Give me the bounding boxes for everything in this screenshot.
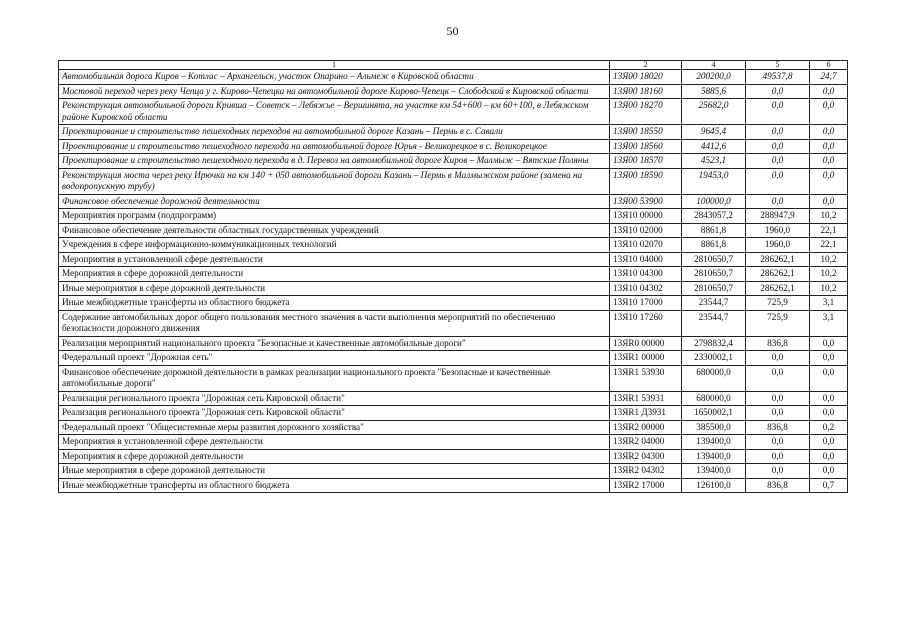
row-name-cell: Реализация регионального проекта "Дорожная сеть Кировской области" [59, 406, 610, 421]
row-value-col6: 10,2 [810, 252, 848, 267]
table-row [59, 139, 848, 154]
table-row [59, 296, 848, 311]
row-value-col5: 0,0 [746, 125, 810, 140]
row-name-cell: Реализация мероприятий национального проекта "Безопасные и качественные автомобильные дороги" [59, 336, 610, 351]
table-row [59, 209, 848, 224]
column-header-6: 6 [810, 61, 848, 70]
row-code-cell: 13Я00 18160 [610, 84, 682, 99]
row-name-cell: Иные мероприятия в сфере дорожной деятельности [59, 281, 610, 296]
row-value-col5: 725,9 [746, 296, 810, 311]
column-header-1: 1 [59, 61, 610, 70]
row-code-cell: 13ЯR2 04000 [610, 435, 682, 450]
row-value-col6: 0,0 [810, 464, 848, 479]
row-value-col6: 22,1 [810, 223, 848, 238]
row-value-col5: 286262,1 [746, 267, 810, 282]
row-name-cell: Иные межбюджетные трансферты из областного бюджета [59, 296, 610, 311]
row-code-cell: 13Я10 04000 [610, 252, 682, 267]
row-value-col5: 836,8 [746, 420, 810, 435]
row-code-cell: 13ЯR2 00000 [610, 420, 682, 435]
row-code-cell: 13Я00 18560 [610, 139, 682, 154]
row-value-col5: 288947,9 [746, 209, 810, 224]
row-value-col6: 0,0 [810, 449, 848, 464]
row-name-cell: Иные мероприятия в сфере дорожной деятельности [59, 464, 610, 479]
row-name-cell: Проектирование и строительство пешеходных переходов на автомобильной дороге Казань – Пермь в с. Савали [59, 125, 610, 140]
row-value-col4: 2810650,7 [682, 252, 746, 267]
row-name-cell: Проектирование и строительство пешеходного перехода на автомобильной дороге Юрья - Великорецкое в с. Великорецкое [59, 139, 610, 154]
row-value-col4: 5885,6 [682, 84, 746, 99]
row-value-col5: 0,0 [746, 449, 810, 464]
budget-table [58, 60, 848, 493]
row-value-col4: 139400,0 [682, 449, 746, 464]
row-value-col5: 0,0 [746, 99, 810, 125]
table-row [59, 365, 848, 391]
row-code-cell: 13ЯR1 53931 [610, 391, 682, 406]
row-value-col6: 0,0 [810, 365, 848, 391]
row-name-cell: Мероприятия в сфере дорожной деятельности [59, 449, 610, 464]
table-row [59, 435, 848, 450]
row-value-col6: 0,0 [810, 351, 848, 366]
row-name-cell: Мероприятия в установленной сфере деятельности [59, 435, 610, 450]
row-code-cell: 13Я10 02070 [610, 238, 682, 253]
row-name-cell: Федеральный проект "Общесистемные меры развития дорожного хозяйства" [59, 420, 610, 435]
row-value-col4: 23544,7 [682, 296, 746, 311]
row-value-col4: 1650002,1 [682, 406, 746, 421]
table-row [59, 125, 848, 140]
row-code-cell: 13Я00 18020 [610, 70, 682, 85]
row-name-cell: Иные межбюджетные трансферты из областного бюджета [59, 478, 610, 493]
row-name-cell: Реализация регионального проекта "Дорожная сеть Кировской области" [59, 391, 610, 406]
row-value-col6: 22,1 [810, 238, 848, 253]
row-value-col6: 0,2 [810, 420, 848, 435]
table-body [59, 70, 848, 493]
row-code-cell: 13ЯR2 04300 [610, 449, 682, 464]
row-name-cell: Реконструкция моста через реку Ирючка на км 140 + 050 автомобильной дороги Казань – Пермь в Малмыжском районе (замена на водопропускную трубу) [59, 168, 610, 194]
column-header-2: 2 [610, 61, 682, 70]
row-value-col5: 0,0 [746, 391, 810, 406]
row-value-col4: 4523,1 [682, 154, 746, 169]
row-name-cell: Финансовое обеспечение деятельности областных государственных учреждений [59, 223, 610, 238]
row-value-col6: 3,1 [810, 296, 848, 311]
row-value-col4: 25682,0 [682, 99, 746, 125]
row-code-cell: 13Я00 18550 [610, 125, 682, 140]
column-header-4: 4 [682, 61, 746, 70]
row-value-col5: 0,0 [746, 194, 810, 209]
row-value-col6: 10,2 [810, 209, 848, 224]
row-value-col4: 139400,0 [682, 464, 746, 479]
row-value-col5: 1960,0 [746, 223, 810, 238]
row-code-cell: 13Я00 53900 [610, 194, 682, 209]
row-value-col6: 0,0 [810, 125, 848, 140]
row-name-cell: Мероприятия в сфере дорожной деятельности [59, 267, 610, 282]
row-value-col5: 0,0 [746, 154, 810, 169]
row-value-col5: 286262,1 [746, 252, 810, 267]
row-name-cell: Финансовое обеспечение дорожной деятельности [59, 194, 610, 209]
row-name-cell: Реконструкция автомобильной дороги Кривша – Советск – Лебяжье – Вершинята, на участке км 54+600 – км 60+100, в Лебяжском районе Кировской области [59, 99, 610, 125]
row-value-col5: 0,0 [746, 406, 810, 421]
row-value-col5: 0,0 [746, 464, 810, 479]
row-value-col4: 126100,0 [682, 478, 746, 493]
row-value-col6: 3,1 [810, 310, 848, 336]
row-value-col4: 100000,0 [682, 194, 746, 209]
row-value-col4: 2798832,4 [682, 336, 746, 351]
row-value-col6: 0,0 [810, 194, 848, 209]
row-code-cell: 13Я00 18590 [610, 168, 682, 194]
table-row [59, 252, 848, 267]
row-value-col4: 2810650,7 [682, 267, 746, 282]
table-row [59, 464, 848, 479]
row-value-col4: 200200,0 [682, 70, 746, 85]
row-value-col4: 680000,0 [682, 365, 746, 391]
table-row [59, 70, 848, 85]
table-row [59, 351, 848, 366]
row-value-col5: 0,0 [746, 365, 810, 391]
row-code-cell: 13Я10 02000 [610, 223, 682, 238]
row-value-col6: 0,0 [810, 435, 848, 450]
row-value-col4: 139400,0 [682, 435, 746, 450]
row-name-cell: Финансовое обеспечение дорожной деятельности в рамках реализации национального проекта "Безопасные и качественные автомобильные дороги" [59, 365, 610, 391]
row-code-cell: 13Я10 04302 [610, 281, 682, 296]
row-value-col5: 0,0 [746, 168, 810, 194]
row-value-col4: 2843057,2 [682, 209, 746, 224]
row-value-col6: 0,0 [810, 406, 848, 421]
row-value-col5: 286262,1 [746, 281, 810, 296]
table-row [59, 238, 848, 253]
table-row [59, 99, 848, 125]
table-row [59, 168, 848, 194]
row-code-cell: 13ЯR2 04302 [610, 464, 682, 479]
row-value-col6: 0,0 [810, 154, 848, 169]
row-code-cell: 13Я00 18570 [610, 154, 682, 169]
row-value-col6: 0,0 [810, 99, 848, 125]
row-name-cell: Федеральный проект "Дорожная сеть" [59, 351, 610, 366]
row-value-col6: 0,7 [810, 478, 848, 493]
row-name-cell: Мостовой переход через реку Чепца у г. Кирово-Чепецка на автомобильной дороге Кирово-Чепецк – Слободской в Кировской области [59, 84, 610, 99]
table-row [59, 310, 848, 336]
row-code-cell: 13Я10 04300 [610, 267, 682, 282]
row-code-cell: 13ЯR1 53930 [610, 365, 682, 391]
row-value-col5: 836,8 [746, 478, 810, 493]
row-value-col5: 0,0 [746, 351, 810, 366]
page-number: 50 [446, 24, 459, 38]
row-value-col4: 4412,6 [682, 139, 746, 154]
row-value-col6: 0,0 [810, 168, 848, 194]
row-value-col4: 2810650,7 [682, 281, 746, 296]
row-value-col4: 680000,0 [682, 391, 746, 406]
row-value-col5: 1960,0 [746, 238, 810, 253]
row-value-col4: 8861,8 [682, 238, 746, 253]
row-code-cell: 13Я10 17260 [610, 310, 682, 336]
row-name-cell: Мероприятия в установленной сфере деятельности [59, 252, 610, 267]
row-code-cell: 13ЯR1 00000 [610, 351, 682, 366]
row-name-cell: Содержание автомобильных дорог общего пользования местного значения в части выполнения мероприятий по обеспечению безопасности дорожного движения [59, 310, 610, 336]
row-value-col5: 836,8 [746, 336, 810, 351]
row-value-col5: 725,9 [746, 310, 810, 336]
row-code-cell: 13Я10 00000 [610, 209, 682, 224]
row-name-cell: Автомобильная дорога Киров – Котлас – Архангельск, участок Опарино – Альмеж в Кировской области [59, 70, 610, 85]
row-value-col4: 23544,7 [682, 310, 746, 336]
row-value-col6: 10,2 [810, 267, 848, 282]
column-number-row [59, 61, 848, 70]
table-row [59, 449, 848, 464]
row-code-cell: 13ЯR0 00000 [610, 336, 682, 351]
table-row [59, 267, 848, 282]
table-row [59, 336, 848, 351]
row-value-col4: 9645,4 [682, 125, 746, 140]
row-name-cell: Мероприятия программ (подпрограмм) [59, 209, 610, 224]
table-row [59, 478, 848, 493]
table-row [59, 406, 848, 421]
table-row [59, 154, 848, 169]
row-code-cell: 13Я00 18270 [610, 99, 682, 125]
row-value-col5: 49537,8 [746, 70, 810, 85]
row-value-col6: 10,2 [810, 281, 848, 296]
table-row [59, 194, 848, 209]
row-code-cell: 13Я10 17000 [610, 296, 682, 311]
table-row [59, 420, 848, 435]
row-value-col4: 2330002,1 [682, 351, 746, 366]
row-value-col4: 8861,8 [682, 223, 746, 238]
table-row [59, 84, 848, 99]
table-row [59, 223, 848, 238]
row-name-cell: Учреждения в сфере информационно-коммуникационных технологий [59, 238, 610, 253]
row-value-col6: 0,0 [810, 84, 848, 99]
table-row [59, 281, 848, 296]
row-value-col4: 19453,0 [682, 168, 746, 194]
row-code-cell: 13ЯR2 17000 [610, 478, 682, 493]
row-name-cell: Проектирование и строительство пешеходного перехода в д. Перевоз на автомобильной дороге Киров – Малмыж – Вятские Поляны [59, 154, 610, 169]
row-value-col6: 24,7 [810, 70, 848, 85]
column-header-5: 5 [746, 61, 810, 70]
row-value-col5: 0,0 [746, 84, 810, 99]
row-value-col6: 0,0 [810, 336, 848, 351]
row-value-col6: 0,0 [810, 139, 848, 154]
row-value-col6: 0,0 [810, 391, 848, 406]
row-value-col5: 0,0 [746, 435, 810, 450]
row-value-col4: 385500,0 [682, 420, 746, 435]
table-row [59, 391, 848, 406]
row-value-col5: 0,0 [746, 139, 810, 154]
row-code-cell: 13ЯR1 Д3931 [610, 406, 682, 421]
